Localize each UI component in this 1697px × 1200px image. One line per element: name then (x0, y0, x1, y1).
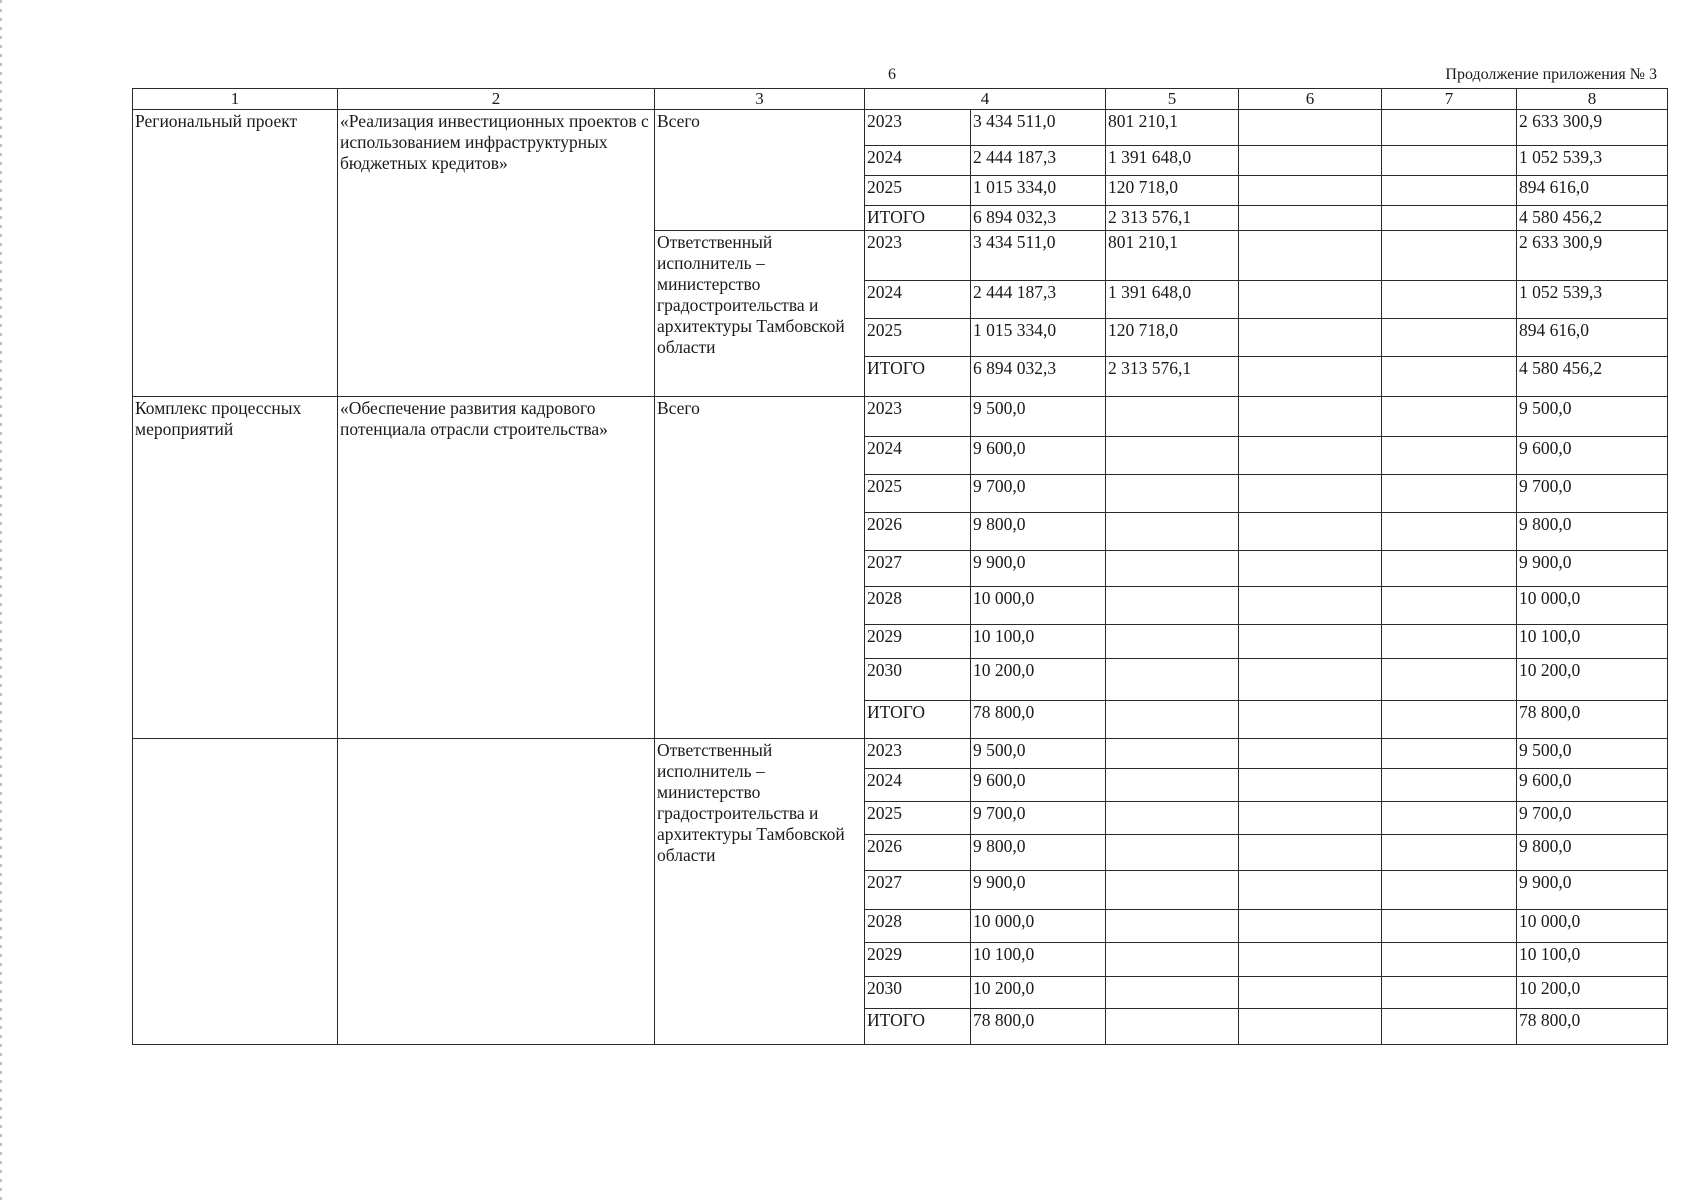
col6-cell (1239, 871, 1382, 910)
year-cell: 2025 (865, 176, 971, 206)
year-cell: 2028 (865, 587, 971, 625)
col7-cell (1382, 625, 1517, 659)
col7-cell (1382, 739, 1517, 769)
year-cell: ИТОГО (865, 357, 971, 397)
col7-cell (1382, 802, 1517, 835)
col5-cell: 801 210,1 (1106, 231, 1239, 281)
col7-cell (1382, 835, 1517, 871)
col5-cell (1106, 513, 1239, 551)
col8-cell: 78 800,0 (1517, 1009, 1668, 1045)
year-cell: 2023 (865, 397, 971, 437)
col7-cell (1382, 437, 1517, 475)
total-cell: 10 100,0 (971, 625, 1106, 659)
year-cell: 2025 (865, 319, 971, 357)
col5-cell: 1 391 648,0 (1106, 281, 1239, 319)
col6-cell (1239, 110, 1382, 146)
row-funding-source: Ответственный исполнитель – министерство градостроительства и архитектуры Тамбовской области (655, 739, 865, 1045)
col5-cell (1106, 871, 1239, 910)
col7-cell (1382, 357, 1517, 397)
total-cell: 10 000,0 (971, 910, 1106, 943)
continuation-label: Продолжение приложения № 3 (1445, 66, 1657, 83)
total-cell: 9 800,0 (971, 835, 1106, 871)
table-row (133, 110, 1668, 146)
header-col-4: 4 (865, 89, 1106, 110)
total-cell: 10 200,0 (971, 977, 1106, 1009)
budget-table (132, 88, 1668, 1045)
total-cell: 78 800,0 (971, 1009, 1106, 1045)
col5-cell (1106, 910, 1239, 943)
year-cell: 2027 (865, 551, 971, 587)
total-cell: 9 600,0 (971, 769, 1106, 802)
col7-cell (1382, 659, 1517, 701)
row-category: Комплекс процессных мероприятий (133, 397, 338, 739)
col8-cell: 10 100,0 (1517, 943, 1668, 977)
col7-cell (1382, 319, 1517, 357)
col7-cell (1382, 231, 1517, 281)
col8-cell: 10 000,0 (1517, 587, 1668, 625)
page-number: 6 (888, 66, 896, 83)
col6-cell (1239, 437, 1382, 475)
col7-cell (1382, 943, 1517, 977)
total-cell: 2 444 187,3 (971, 146, 1106, 176)
col7-cell (1382, 176, 1517, 206)
row-funding-source: Всего (655, 110, 865, 231)
col8-cell: 4 580 456,2 (1517, 357, 1668, 397)
year-cell: 2030 (865, 977, 971, 1009)
header-col-3: 3 (655, 89, 865, 110)
year-cell: 2024 (865, 281, 971, 319)
col6-cell (1239, 659, 1382, 701)
year-cell: 2024 (865, 437, 971, 475)
col8-cell: 4 580 456,2 (1517, 206, 1668, 231)
col8-cell: 10 200,0 (1517, 659, 1668, 701)
col5-cell (1106, 587, 1239, 625)
year-cell: 2030 (865, 659, 971, 701)
total-cell: 2 444 187,3 (971, 281, 1106, 319)
col8-cell: 9 800,0 (1517, 835, 1668, 871)
header-col-6: 6 (1239, 89, 1382, 110)
total-cell: 10 100,0 (971, 943, 1106, 977)
col6-cell (1239, 319, 1382, 357)
header-col-5: 5 (1106, 89, 1239, 110)
col8-cell: 78 800,0 (1517, 701, 1668, 739)
row-category: Региональный проект (133, 110, 338, 397)
year-cell: 2023 (865, 739, 971, 769)
col8-cell: 1 052 539,3 (1517, 281, 1668, 319)
col5-cell (1106, 835, 1239, 871)
col5-cell (1106, 977, 1239, 1009)
col5-cell (1106, 739, 1239, 769)
total-cell: 1 015 334,0 (971, 176, 1106, 206)
year-cell: 2026 (865, 513, 971, 551)
col5-cell (1106, 701, 1239, 739)
col6-cell (1239, 802, 1382, 835)
col6-cell (1239, 397, 1382, 437)
col6-cell (1239, 551, 1382, 587)
row-title (338, 739, 655, 1045)
total-cell: 9 700,0 (971, 802, 1106, 835)
year-cell: ИТОГО (865, 206, 971, 231)
total-cell: 9 900,0 (971, 871, 1106, 910)
col7-cell (1382, 769, 1517, 802)
col6-cell (1239, 357, 1382, 397)
col8-cell: 1 052 539,3 (1517, 146, 1668, 176)
total-cell: 10 200,0 (971, 659, 1106, 701)
col5-cell: 1 391 648,0 (1106, 146, 1239, 176)
col6-cell (1239, 475, 1382, 513)
col8-cell: 894 616,0 (1517, 176, 1668, 206)
col5-cell (1106, 475, 1239, 513)
col6-cell (1239, 701, 1382, 739)
header-col-1: 1 (133, 89, 338, 110)
col8-cell: 10 200,0 (1517, 977, 1668, 1009)
year-cell: 2026 (865, 835, 971, 871)
year-cell: 2024 (865, 146, 971, 176)
col6-cell (1239, 910, 1382, 943)
total-cell: 9 900,0 (971, 551, 1106, 587)
col8-cell: 2 633 300,9 (1517, 231, 1668, 281)
col6-cell (1239, 231, 1382, 281)
col7-cell (1382, 281, 1517, 319)
total-cell: 9 600,0 (971, 437, 1106, 475)
col5-cell (1106, 659, 1239, 701)
col8-cell: 9 600,0 (1517, 769, 1668, 802)
col5-cell: 801 210,1 (1106, 110, 1239, 146)
col8-cell: 9 700,0 (1517, 475, 1668, 513)
year-cell: 2023 (865, 110, 971, 146)
col7-cell (1382, 206, 1517, 231)
col8-cell: 9 500,0 (1517, 397, 1668, 437)
col7-cell (1382, 910, 1517, 943)
col6-cell (1239, 835, 1382, 871)
col6-cell (1239, 739, 1382, 769)
year-cell: 2029 (865, 625, 971, 659)
year-cell: 2024 (865, 769, 971, 802)
col7-cell (1382, 110, 1517, 146)
col5-cell: 2 313 576,1 (1106, 206, 1239, 231)
col6-cell (1239, 513, 1382, 551)
col6-cell (1239, 625, 1382, 659)
col6-cell (1239, 146, 1382, 176)
col7-cell (1382, 587, 1517, 625)
col7-cell (1382, 701, 1517, 739)
col5-cell: 2 313 576,1 (1106, 357, 1239, 397)
col7-cell (1382, 977, 1517, 1009)
header-col-8: 8 (1517, 89, 1668, 110)
year-cell: 2025 (865, 475, 971, 513)
col8-cell: 9 900,0 (1517, 551, 1668, 587)
col8-cell: 10 100,0 (1517, 625, 1668, 659)
col6-cell (1239, 281, 1382, 319)
col5-cell (1106, 397, 1239, 437)
year-cell: 2025 (865, 802, 971, 835)
col6-cell (1239, 943, 1382, 977)
col7-cell (1382, 1009, 1517, 1045)
total-cell: 9 500,0 (971, 397, 1106, 437)
total-cell: 1 015 334,0 (971, 319, 1106, 357)
year-cell: 2029 (865, 943, 971, 977)
col5-cell (1106, 802, 1239, 835)
total-cell: 6 894 032,3 (971, 206, 1106, 231)
total-cell: 9 800,0 (971, 513, 1106, 551)
col8-cell: 9 900,0 (1517, 871, 1668, 910)
col6-cell (1239, 769, 1382, 802)
col8-cell: 894 616,0 (1517, 319, 1668, 357)
col5-cell (1106, 769, 1239, 802)
col5-cell: 120 718,0 (1106, 319, 1239, 357)
col8-cell: 10 000,0 (1517, 910, 1668, 943)
col6-cell (1239, 176, 1382, 206)
col5-cell (1106, 437, 1239, 475)
row-funding-source: Всего (655, 397, 865, 739)
col5-cell (1106, 625, 1239, 659)
col6-cell (1239, 587, 1382, 625)
total-cell: 6 894 032,3 (971, 357, 1106, 397)
row-category (133, 739, 338, 1045)
col6-cell (1239, 206, 1382, 231)
col8-cell: 2 633 300,9 (1517, 110, 1668, 146)
col8-cell: 9 600,0 (1517, 437, 1668, 475)
col7-cell (1382, 513, 1517, 551)
year-cell: 2023 (865, 231, 971, 281)
total-cell: 78 800,0 (971, 701, 1106, 739)
col7-cell (1382, 551, 1517, 587)
col5-cell: 120 718,0 (1106, 176, 1239, 206)
col5-cell (1106, 1009, 1239, 1045)
year-cell: 2028 (865, 910, 971, 943)
year-cell: ИТОГО (865, 701, 971, 739)
header-col-2: 2 (338, 89, 655, 110)
col5-cell (1106, 551, 1239, 587)
header-row (133, 89, 1668, 110)
year-cell: ИТОГО (865, 1009, 971, 1045)
table-row (133, 739, 1668, 769)
total-cell: 9 500,0 (971, 739, 1106, 769)
row-funding-source: Ответственный исполнитель – министерство градостроительства и архитектуры Тамбовской области (655, 231, 865, 397)
col7-cell (1382, 871, 1517, 910)
col8-cell: 9 700,0 (1517, 802, 1668, 835)
table-row (133, 397, 1668, 437)
col8-cell: 9 800,0 (1517, 513, 1668, 551)
col6-cell (1239, 1009, 1382, 1045)
row-title: «Обеспечение развития кадрового потенциала отрасли строительства» (338, 397, 655, 739)
col7-cell (1382, 397, 1517, 437)
total-cell: 3 434 511,0 (971, 231, 1106, 281)
total-cell: 10 000,0 (971, 587, 1106, 625)
row-title: «Реализация инвестиционных проектов с использованием инфраструктурных бюджетных кредитов» (338, 110, 655, 397)
col8-cell: 9 500,0 (1517, 739, 1668, 769)
total-cell: 9 700,0 (971, 475, 1106, 513)
col7-cell (1382, 475, 1517, 513)
year-cell: 2027 (865, 871, 971, 910)
total-cell: 3 434 511,0 (971, 110, 1106, 146)
col6-cell (1239, 977, 1382, 1009)
scan-edge (0, 0, 2, 1200)
col5-cell (1106, 943, 1239, 977)
col7-cell (1382, 146, 1517, 176)
header-col-7: 7 (1382, 89, 1517, 110)
